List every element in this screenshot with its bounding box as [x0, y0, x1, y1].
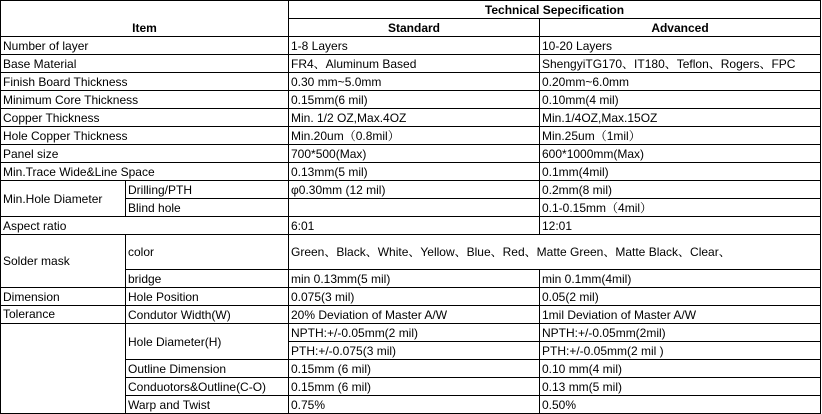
row-label: Number of layer: [1, 37, 289, 55]
table-row: [1, 55, 821, 73]
group-label: Dimension: [1, 288, 126, 306]
standard-cell: 0.15mm (6 mil): [289, 378, 540, 396]
group-label: Min.Hole Diameter: [1, 181, 126, 217]
standard-cell: 0.30 mm~5.0mm: [289, 73, 540, 91]
table-row: [1, 109, 821, 127]
advanced-cell: 1mil Deviation of Master A/W: [540, 306, 821, 324]
standard-cell: min 0.13mm(5 mil): [289, 270, 540, 288]
technical-spec-header: Technical Sepecification: [289, 1, 821, 19]
advanced-header: Advanced: [540, 19, 821, 37]
table-row: [1, 163, 821, 181]
sub-label: Outline Dimension: [126, 360, 289, 378]
advanced-cell: 0.50%: [540, 396, 821, 414]
table-row: [1, 37, 821, 55]
sub-label: Drilling/PTH: [126, 181, 289, 199]
advanced-cell: 0.10 mm(4 mil): [540, 360, 821, 378]
row-label: Aspect ratio: [1, 217, 289, 235]
advanced-cell: 0.13 mm(5 mil): [540, 378, 821, 396]
standard-cell: 20% Deviation of Master A/W: [289, 306, 540, 324]
item-header: Item: [1, 1, 289, 37]
standard-cell: 0.075(3 mil): [289, 288, 540, 306]
advanced-cell: 0.20mm~6.0mm: [540, 73, 821, 91]
advanced-cell: Min.1/4OZ,Max.15OZ: [540, 109, 821, 127]
sub-label: color: [126, 235, 289, 270]
row-label: Panel size: [1, 145, 289, 163]
color-values-cell: Green、Black、White、Yellow、Blue、Red、Matte Green、Matte Black、Clear、: [289, 235, 821, 270]
standard-cell: NPTH:+/-0.05mm(2 mil): [289, 324, 540, 342]
table-row: [1, 91, 821, 109]
table-row: [1, 288, 821, 306]
row-label: Min.Trace Wide&Line Space: [1, 163, 289, 181]
advanced-cell: min 0.1mm(4mil): [540, 270, 821, 288]
standard-cell: [289, 199, 540, 217]
standard-cell: FR4、Aluminum Based: [289, 55, 540, 73]
standard-cell: 0.13mm(5 mil): [289, 163, 540, 181]
standard-cell: Min.20um（0.8mil）: [289, 127, 540, 145]
standard-cell: 6:01: [289, 217, 540, 235]
standard-cell: 700*500(Max): [289, 145, 540, 163]
standard-cell: Min. 1/2 OZ,Max.4OZ: [289, 109, 540, 127]
standard-cell: 0.15mm(6 mil): [289, 91, 540, 109]
row-label: Base Material: [1, 55, 289, 73]
sub-label: Hole Position: [126, 288, 289, 306]
advanced-cell: NPTH:+/-0.05mm(2mil): [540, 324, 821, 342]
row-label: Copper Thickness: [1, 109, 289, 127]
advanced-cell: PTH:+/-0.05mm(2 mil ): [540, 342, 821, 360]
table-row: [1, 217, 821, 235]
advanced-cell: 0.10mm(4 mil): [540, 91, 821, 109]
advanced-cell: 0.2mm(8 mil): [540, 181, 821, 199]
standard-cell: 0.75%: [289, 396, 540, 414]
row-label: Hole Copper Thickness: [1, 127, 289, 145]
table-row: [1, 181, 821, 199]
sub-label: Warp and Twist: [126, 396, 289, 414]
sub-label: Hole Diameter(H): [126, 324, 289, 360]
group-label: Solder mask: [1, 235, 126, 288]
standard-cell: φ0.30mm (12 mil): [289, 181, 540, 199]
advanced-cell: 600*1000mm(Max): [540, 145, 821, 163]
row-label: Minimum Core Thickness: [1, 91, 289, 109]
standard-cell: 0.15mm (6 mil): [289, 360, 540, 378]
table-row: [1, 73, 821, 91]
row-label: Finish Board Thickness: [1, 73, 289, 91]
advanced-cell: 0.1mm(4mil): [540, 163, 821, 181]
advanced-cell: Min.25um（1mil）: [540, 127, 821, 145]
advanced-cell: 0.1-0.15mm（4mil）: [540, 199, 821, 217]
sub-label: Conduotors&Outline(C-O): [126, 378, 289, 396]
advanced-cell: 10-20 Layers: [540, 37, 821, 55]
sub-label: Condutor Width(W): [126, 306, 289, 324]
standard-header: Standard: [289, 19, 540, 37]
advanced-cell: ShengyiTG170、IT180、Teflon、Rogers、FPC: [540, 55, 821, 73]
sub-label: bridge: [126, 270, 289, 288]
group-label: Tolerance: [1, 306, 126, 324]
table-row: [1, 145, 821, 163]
table-row: [1, 127, 821, 145]
table-row: [1, 235, 821, 270]
table-row: [1, 306, 821, 324]
blank-cell: [1, 324, 126, 414]
standard-cell: PTH:+/-0.075(3 mil): [289, 342, 540, 360]
advanced-cell: 0.05(2 mil): [540, 288, 821, 306]
standard-cell: 1-8 Layers: [289, 37, 540, 55]
header-row-top: [1, 1, 821, 19]
advanced-cell: 12:01: [540, 217, 821, 235]
table-row: [1, 324, 821, 342]
sub-label: Blind hole: [126, 199, 289, 217]
